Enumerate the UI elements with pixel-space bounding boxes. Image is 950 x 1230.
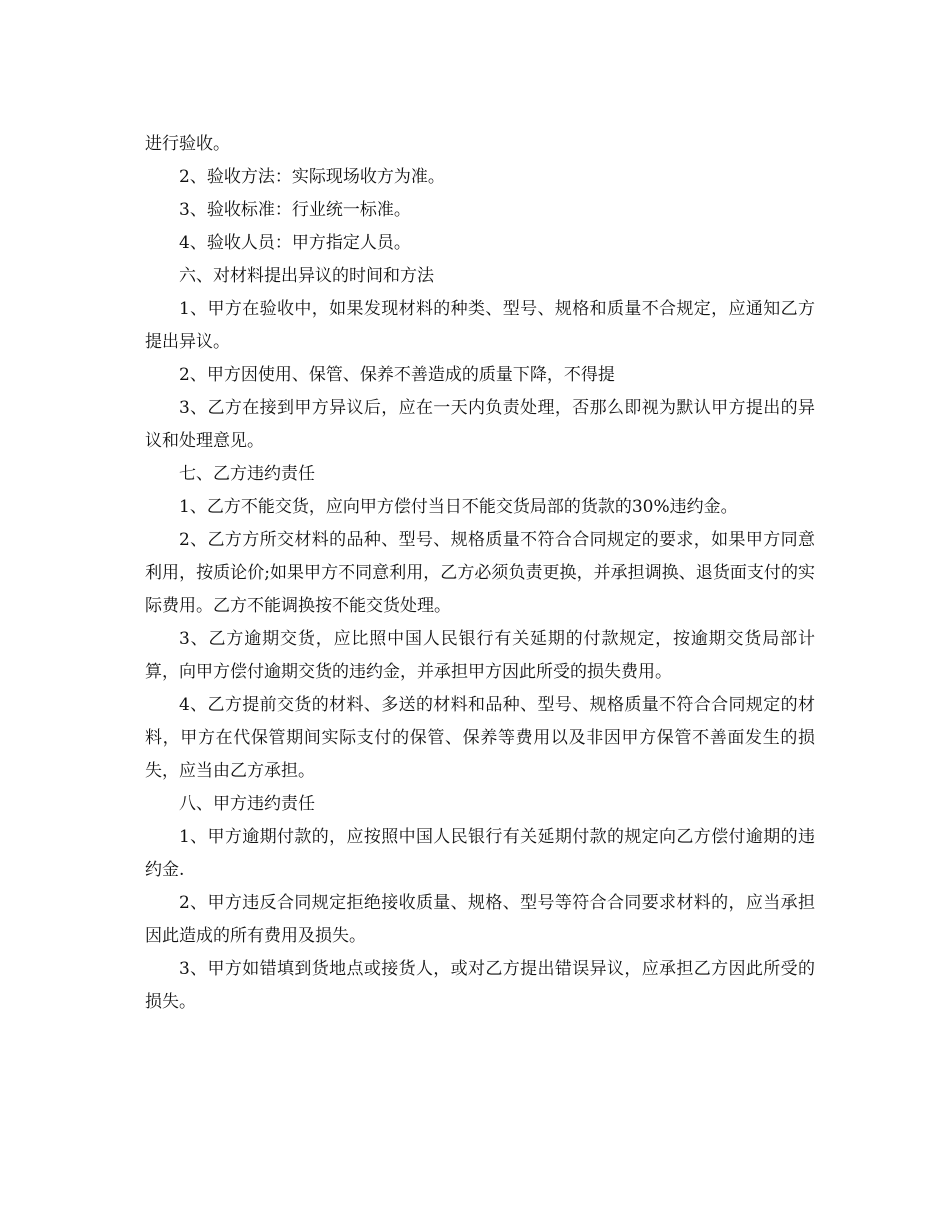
paragraph-10: 1、乙方不能交货，应向甲方偿付当日不能交货局部的货款的30%违约金。 [179,497,738,517]
paragraph-12: 3、乙方逾期交货，应比照中国人民银行有关延期的付款规定，按逾期交货局部计算，向甲方偿付逾期交货的违约金，并承担甲方因此所受的损失费用。 [145,629,815,682]
paragraph-17: 3、甲方如错填到货地点或接货人，或对乙方提出错误异议，应承担乙方因此所受的损失。 [145,959,815,1012]
paragraph-1: 进行验收。 [145,134,230,154]
paragraph-6: 1、甲方在验收中，如果发现材料的种类、型号、规格和质量不合规定，应通知乙方提出异议。 [145,299,815,352]
paragraph-15: 1、甲方逾期付款的，应按照中国人民银行有关延期付款的规定向乙方偿付逾期的违约金. [145,827,815,880]
paragraph-13: 4、乙方提前交货的材料、多送的材料和品种、型号、规格质量不符合合同规定的材料，甲方在代保管期间实际支付的保管、保养等费用以及非因甲方保管不善面发生的损失，应当由乙方承担。 [145,695,815,781]
section-heading-7: 七、乙方违约责任 [179,464,315,484]
paragraph-3: 3、验收标准：行业统一标准。 [179,200,411,220]
paragraph-4: 4、验收人员：甲方指定人员。 [179,233,411,253]
paragraph-16: 2、甲方违反合同规定拒绝接收质量、规格、型号等符合合同要求材料的，应当承担因此造成的所有费用及损失。 [145,893,815,946]
paragraph-11: 2、乙方方所交材料的品种、型号、规格质量不符合合同规定的要求，如果甲方同意利用，按质论价;如果甲方不同意利用，乙方必须负责更换，并承担调换、退货面支付的实际费用。乙方不能调换按不能交货处理。 [145,530,815,616]
paragraph-2: 2、验收方法：实际现场收方为准。 [179,167,445,187]
paragraph-8: 3、乙方在接到甲方异议后，应在一天内负责处理，否那么即视为默认甲方提出的异议和处理意见。 [145,398,815,451]
document-body [145,128,815,1019]
paragraph-7: 2、甲方因使用、保管、保养不善造成的质量下降，不得提 [179,365,615,385]
section-heading-6: 六、对材料提出异议的时间和方法 [179,266,434,286]
section-heading-8: 八、甲方违约责任 [179,794,315,814]
